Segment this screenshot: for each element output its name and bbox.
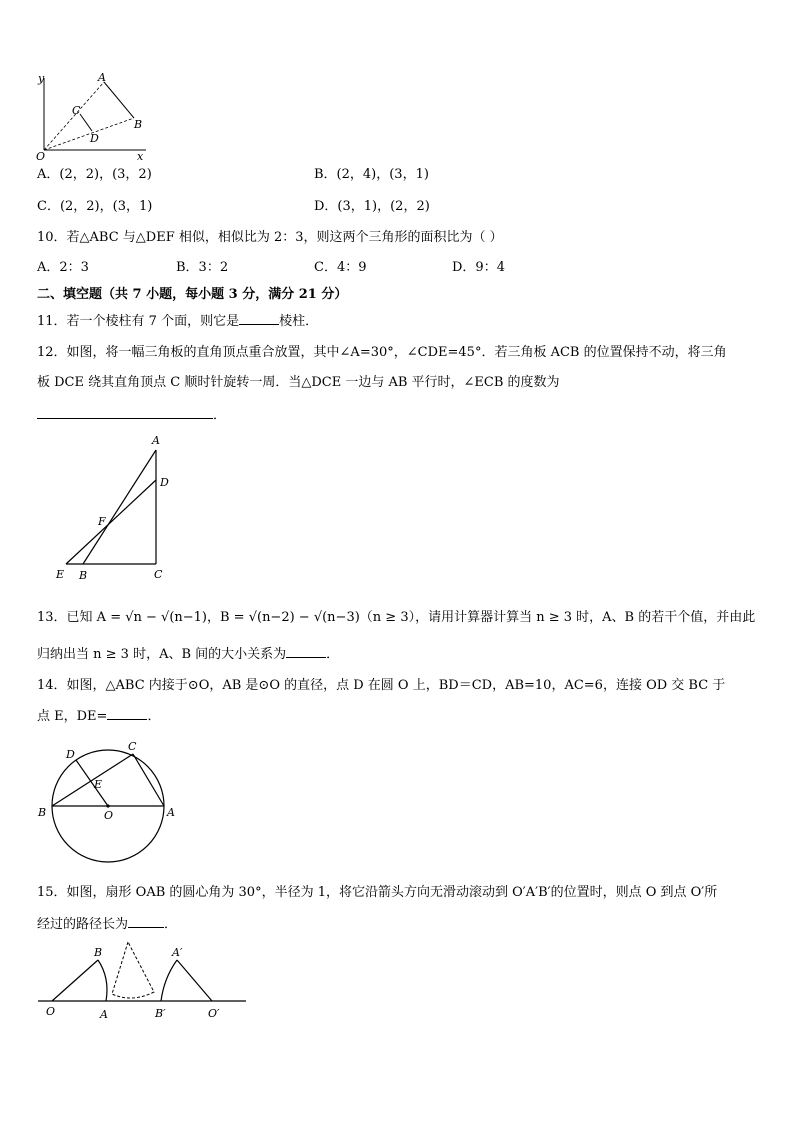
q12-label-a: A	[152, 434, 160, 447]
q14-label-c: C	[128, 740, 137, 753]
q11-after: 棱柱．	[279, 314, 319, 329]
q10-option-b: B．3：2	[176, 260, 229, 275]
q11-text	[37, 312, 318, 331]
q14-line1: 14．如图，△ABC 内接于⊙O，AB 是⊙O 的直径，点 D 在圆 O 上，BD＝CD，AB=10，AC=6，连接 OD 交 BC 于	[37, 678, 726, 693]
q14-line2	[37, 707, 160, 726]
q15-blank	[128, 915, 164, 928]
q9-figure	[34, 72, 154, 162]
q12-blank	[37, 406, 213, 419]
q13-blank	[286, 645, 326, 658]
q10-stem: 10．若△ABC 与△DEF 相似，相似比为 2：3，则这两个三角形的面积比为（ ）	[37, 230, 503, 245]
q12-label-d: D	[160, 476, 169, 489]
q11-blank	[239, 312, 279, 325]
q15-label-o2: O′	[208, 1007, 220, 1020]
q14-label-d: D	[66, 748, 75, 761]
q9-label-a: A	[98, 72, 106, 84]
q14-label-a: A	[167, 806, 175, 819]
q12-label-b: B	[79, 569, 88, 582]
q12-line3	[37, 406, 226, 425]
q9-label-y: y	[38, 72, 45, 85]
q15-label-b: B	[94, 946, 103, 959]
q9-label-c: C	[72, 104, 81, 117]
q12-figure	[50, 430, 180, 590]
q11-before: 11．若一个棱柱有 7 个面，则它是	[37, 314, 240, 329]
q14-label-o: O	[104, 809, 114, 822]
q9-label-b: B	[134, 118, 143, 131]
q12-label-e: E	[56, 568, 65, 581]
q15-line2-before: 经过的路径长为	[37, 917, 129, 932]
q15-label-a: A	[100, 1008, 108, 1021]
q13-line2	[37, 645, 339, 664]
q15-figure	[34, 940, 249, 1022]
section-title: 二、填空题（共 7 小题，每小题 3 分，满分 21 分）	[37, 287, 348, 302]
q12-line1: 12．如图，将一幅三角板的直角顶点重合放置，其中∠A=30°，∠CDE=45°．若三角板 ACB 的位置保持不动，将三角	[37, 345, 727, 360]
q9-label-x: x	[137, 150, 144, 162]
q13-line2-before: 归纳出当 n ≥ 3 时，A、B 间的大小关系为	[37, 647, 287, 662]
q9-option-a: A．(2，2)，(3，2)	[37, 167, 152, 182]
q14-label-b: B	[38, 806, 47, 819]
q15-line1: 15．如图，扇形 OAB 的圆心角为 30°，半径为 1，将它沿箭头方向无滑动滚动到 O′A′B′的位置时，则点 O 到点 O′所	[37, 885, 718, 900]
q12-end: ．	[213, 408, 227, 423]
q14-line2-after: ．	[147, 709, 161, 724]
q13-line2-after: ．	[326, 647, 340, 662]
q14-line2-before: 点 E，DE=	[37, 709, 108, 724]
q14-label-e: E	[94, 778, 103, 791]
q15-label-o: O	[46, 1005, 56, 1018]
q13-line1: 13．已知 A = √n − √(n−1)，B = √(n−2) − √(n−3)（n ≥ 3），请用计算器计算当 n ≥ 3 时，A、B 的若干个值，并由此	[37, 610, 756, 625]
q9-label-d: D	[90, 132, 99, 145]
q10-option-d: D．9：4	[452, 260, 505, 275]
q14-blank	[107, 707, 147, 720]
q10-option-a: A．2：3	[37, 260, 89, 275]
q15-line2	[37, 915, 177, 934]
q15-line2-after: ．	[164, 917, 178, 932]
q14-figure	[34, 736, 184, 866]
q15-label-a2: A′	[172, 946, 183, 959]
q9-option-d: D．(3，1)，(2，2)	[314, 199, 430, 214]
q9-label-o: O	[36, 150, 46, 162]
q12-label-c: C	[154, 568, 163, 581]
q12-label-f: F	[98, 515, 106, 528]
q9-option-c: C．(2，2)，(3，1)	[37, 199, 153, 214]
q12-line2: 板 DCE 绕其直角顶点 C 顺时针旋转一周．当△DCE 一边与 AB 平行时，∠ECB 的度数为	[37, 375, 560, 390]
q10-option-c: C．4：9	[314, 260, 367, 275]
q15-label-b2: B′	[155, 1007, 166, 1020]
q9-option-b: B．(2，4)，(3，1)	[314, 167, 429, 182]
